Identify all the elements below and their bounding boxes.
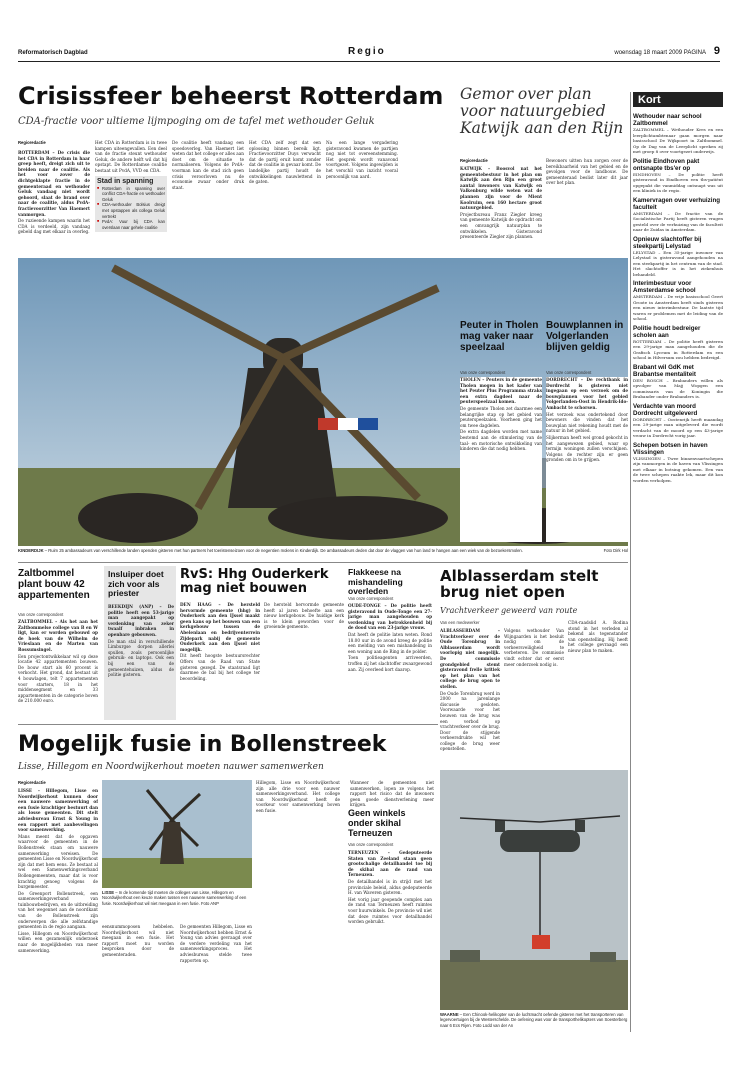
gemor-paragraph-3: Bewoners uitten hun zorgen over de bereikbaarheid van het gebied en de gevolgen voor de landbouw. De gemeenteraad beslist later dit jaar over het plan. — [546, 158, 628, 186]
bollen-paragraph-3: De Greenport Bollenstreek, een samenwerkingsverband van tuinbouwbedrijven, en de uitbreiding van het wegennet aan de noordkant van de Bollenstreek zijn onderwerpen die alle zelfstandige gemeenten in de regio aangaan. — [18, 890, 98, 930]
kort-item — [633, 325, 723, 361]
kort-item-text: ROTTERDAM – De politie heeft gisteren een 29-jarige man aangehouden die de Grafisch Lyceum in Rotterdam en een school in Hilversum zou hebben bedreigd. — [633, 338, 723, 360]
alblas-label: Van een medewerker — [440, 620, 480, 625]
alblas-headline: Alblasserdam stelt brug niet open — [440, 567, 599, 601]
bollen-column-1 — [18, 788, 98, 1028]
zalt-paragraph-2: Een projectontwikkelaar wil op deze locatie 42 appartementen bouwen. De bouw start als 60 procent is verkocht. Het grond, dat bestaat uit 4 bouwlagen, telt 7 appartementen voor starters, 18 in het middensegment en 33 appartementen in de categorie boven de 210.000 euro. — [18, 653, 98, 704]
kort-item-title: Interimbestuur voor Amsterdamse school — [633, 280, 696, 294]
kort-item — [633, 364, 723, 400]
lead-subhead: CDA-fractie voor ultieme lijmpoging om de tafel met wethouder Geluk — [18, 116, 375, 127]
alblas-paragraph-3: Volgens wethouder Van Wijngaarden is het besluit nodig om de verkeersveiligheid te verbeteren. De commissie vindt echter dat er eerst meer onderzoek nodig is. — [504, 628, 564, 667]
alblas-subhead: Vrachtverkeer geweerd van route — [440, 606, 578, 615]
infobox-title: Stad in spanning — [97, 177, 154, 185]
lead-column-4 — [249, 140, 321, 250]
kort-item-text: ZALTBOMMEL – Wethouder Kres en een leerplichtambtenaar gaan morgen naar basisschool De Wijkpoort in Zaltbommel. Op de Dag van de Leerplicht spreken zij met groep 8 over voortgezet onderwijs. — [633, 127, 723, 154]
bollen-credit: Foto ANP — [200, 900, 219, 906]
alblas-paragraph-2: De Oude Torenbrug werd in 2000 na jarenlange discussie gesloten. Voorwaarde voor het bouwen van de brug was een verbod op vrachtverkeer over de brug. Door de stijgende verkeersdrukte wil het college de brug weer openstellen. — [440, 690, 500, 752]
infobox-item: ■ Rotterdam in spanning over conflict CDA-fractie en wethouder Geluk — [97, 186, 165, 203]
peuter-paragraph-3: De extra dagdelen worden met name bestemd aan de stimulering van de taal- en motorische ontwikkeling van kinderen die dat nodig hebben. — [460, 429, 542, 452]
lead-column-1 — [18, 150, 90, 250]
rvs-column-2 — [264, 602, 344, 720]
kort-item — [633, 113, 723, 155]
bollen-caption — [102, 890, 252, 906]
kort-item-text: AMSTERDAM – De vrije basisschool Geert Groote in Amsterdam heeft sinds gisteren een nieuw interimbestuur. De laatste tijd waren er problemen met de leiding van de school. — [633, 294, 723, 321]
alblas-intro: ALBLASSERDAM – Vrachtverkeer over de Oude Torenbrug in Alblasserdam wordt voorlopig niet mogelijk. De commissie grondgebied stemt gisteravond frelle kritiek op het plan van het college de brug open te stellen. — [440, 628, 500, 689]
kort-item-title: Schepen botsen in haven Vlissingen — [633, 441, 708, 456]
kort-item-text: AMSTERDAM – De fractie van de Socialistische Partij heeft gisteren vragen gesteld over de verhuizing van de faculteit naar de Zuidas in Amsterdam. — [633, 210, 723, 232]
lead-paragraph-5: Het CDA zelf zegt dat een oplossing binnen bereik ligt. Fractievoorzitter Duys verwacht dat de partij eruit komt zonder dat de coalitie in gevaar komt. De landelijke partij houdt de ontwikkelingen nauwlettend in de gaten. — [249, 140, 321, 185]
bouw-headline: Bouwplannen in Volgerlanden blijven geldig — [546, 320, 624, 353]
ternz-paragraph-2: De detailhandel is in strijd met het provinciale beleid, aldus gedeputeerde H. van Waveren gisteren. — [348, 878, 432, 896]
gemor-intro: KATWIJK – Boosvol nat het gemeentebestuur in het plan om Katwijk aan den Rijn een groot aantal inwoners van Katwijk en Valkenburg wilde weten wat de plannen zijn voor de Mient Koolruim, een 160 hectare groot natuurgebied. — [460, 166, 542, 211]
flakkee-paragraph-2: Dat heeft de politie laten weten. Rond 18.00 uur in de avond kreeg de politie een melding van een mishandeling in een woning aan de Ring in de polder. — [348, 631, 432, 654]
peuter-body — [460, 377, 542, 542]
flakkee-intro: OUDE-TONGE – De politie heeft gisteravond in Oude-Tonge een 27-jarige man aangehouden op verdenking van betrokkenheid bij de dood van een 23-jarige vrouw. — [348, 603, 432, 631]
lead-paragraph-3: Het CDA in Rotterdam is in twee kampen uiteengevallen. Een deel van de fractie steunt wethouder Geluk, de andere helft wil dat hij opstapt. De Rotterdamse coalitie bestaat uit PvdA, VVD en CDA. — [95, 140, 167, 173]
bollen-paragraph-7: Hillegom, Lisse en Noordwijkerhout zijn alle drie voor een nauwer samenwerkingsverband. Het college van Noordwijkerhout heeft de voorkeur voor samenwerking boven een fusie. — [256, 780, 340, 813]
photo1-credit: Foto Dirk Hol — [603, 548, 628, 553]
kort-item-text: DORDRECHT – Oostenrijk heeft maandag een 29-jarige man uitgeleverd die wordt verdacht van de moord op een 43-jarige vrouw in Dordrecht vorig jaar. — [633, 416, 723, 438]
bollen-caption-text: – In de komende tijd moeten de colleges van Lisse, Hillegom en Noordwijkerhout een keuze maken tussen een nauwere samenwerking of een fusie. Noordwijkerhout wil niet meegaan in een fusie. — [102, 890, 247, 906]
zalt-headline: Zaltbommel plant bouw 42 appartementen — [18, 568, 90, 601]
photo3-caption — [440, 1012, 628, 1028]
flakkee-headline: Flakkeese na mishandeling overleden — [348, 567, 403, 596]
peuter-headline: Peuter in Tholen mag vaker naar speelzaal — [460, 320, 539, 353]
bollen-label: Regioredactie — [18, 780, 46, 785]
kort-item — [633, 442, 723, 484]
helicopter-photo — [440, 770, 628, 1010]
bouw-intro: DORDRECHT – De rechtbank in Dordrecht is gisteren niet ingegaan op een verzoek om de bouwplannen voor het gebied Volgerlanden-Oost in Hendrik-Ido-Ambacht te schorsen. — [546, 377, 628, 410]
lead-column-3 — [172, 140, 244, 250]
helicopter-illustration — [440, 770, 628, 1010]
bouw-label: Van onze correspondent — [546, 370, 592, 375]
ternz-body — [348, 850, 432, 1028]
lead-paragraph-2: De ruzieende kampen waarin het CDA is verdeeld, zijn vandaag gebeld dag met elkaar in overleg. — [18, 218, 90, 235]
bollen-column-4 — [102, 924, 174, 1028]
kort-item — [633, 158, 723, 194]
bollen-photo — [102, 780, 252, 888]
ternz-headline: Geen winkels onder skihal Terneuzen — [348, 808, 406, 838]
lead-column-2 — [95, 140, 167, 250]
alblas-paragraph-4: CDA-raadslid A. Rodina stond in het verleden al bekend als tegenstander van openstelling. Hij heeft het college gevraagd een nieuw plan te maken. — [568, 620, 628, 653]
bollen-intro: LISSE – Hillegom, Lisse en Noordwijkerhout kunnen door een nauwere samenwerking of een fusie krachtiger bestuurt dan als losse gemeenten. Dit stelt adviesbureau Ernst & Young in een rapport met aanbevelingen voor samenwerking. — [18, 788, 98, 833]
rvs-headline: RvS: Hhg Ouderkerk mag niet bouwen — [180, 567, 329, 596]
lead-paragraph-6: Na een lange vergadering gisteravond kwamen de partijen nog niet tot overeenstemming. Het gesprek wordt vanavond voortgezet. Volgens ingewijden is het verschil van inzicht vooral persoonlijk van aard. — [326, 140, 398, 179]
page-number: 9 — [713, 45, 720, 57]
infobox-item: ■ CDA-wethouder Bolsius dreigt met opstappen als collega Geluk vertrekt — [97, 202, 165, 219]
rvs-paragraph-2: Dit heeft hoogste bestuursrechter Offers van de Raad van State gisteren gezegd. De staatsraad ligt daarmee de bal bij het college ter beoordeling. — [180, 653, 260, 681]
alblas-column-2 — [504, 628, 564, 762]
lead-column-5 — [326, 140, 398, 250]
infobox-item: ■ PvdA: Vuur bij CDA kan overslaan naar gehele coalitie — [97, 219, 165, 230]
bouw-body — [546, 377, 628, 542]
bollen-column-3 — [350, 780, 434, 809]
bollen-illustration — [102, 780, 252, 888]
zalt-body — [18, 619, 98, 719]
flakkee-body — [348, 603, 432, 720]
bouw-paragraph-2: Het verzoek was ondertekend door bewoners die vinden dat het bouwplan niet rekening houdt met de natuur in het gebied. — [546, 411, 628, 434]
ternz-label: Van onze correspondent — [348, 842, 394, 847]
divider — [18, 724, 438, 725]
lead-infobox — [95, 176, 167, 233]
peuter-paragraph-2: De gemeente Tholen zet daarmee een belangrijke stap op het gebied van peuterspeelzalen. Voorheen ging het om twee dagdelen. — [460, 405, 542, 428]
bouw-paragraph-3: Slijkerman heeft wel grond gekocht in het aangewezen gebied, waar op termijn woningen zullen verschijnen. Volgens de rechter zijn er geen gronden om in te grijpen. — [546, 434, 628, 463]
lead-paragraph-4: De coalitie heeft vandaag een spoedoverleg. Van Haemert liet weten dat het college er alles aan doet om de situatie te normaliseren. Volgens de PvdA-voorman kan de stad zich geen crisis veroorloven nu de economie zwaar onder druk staat. — [172, 140, 244, 190]
bollen-paragraph-4: Lisse, Hillegom en Noordwijkerhout willen een gezamenlijk onderzoek naar de mogelijkheden van meer samenwerking. — [18, 930, 98, 953]
alblas-column-1 — [440, 628, 500, 762]
insluiper-headline: Insluiper doet zich voor als priester — [108, 569, 164, 598]
zalt-intro: ZALTBOMMEL – Als het aan het Zaltbommelse college van B en W ligt, kan er worden gebouwd op de hoek van de Wilhelm de Vrieslaan en de Marten van Rossumsingel. — [18, 619, 98, 652]
rvs-intro: DEN HAAG – De hersteld hervormde gemeente (hhg) in Ouderkerk aan den IJssel maakt geen kans op het bouwen van een kerkgebouw tussen de Abelenlaan en bedrijventerrein Zijdepark nabij de gemeente Ouderkerk aan den IJssel niet mogelijk. — [180, 602, 260, 652]
bollen-caption-lead: LISSE — [102, 890, 115, 895]
kort-title: Kort — [638, 94, 661, 106]
photo3-caption-text: – Een Chinook-helikopter van de luchtmacht oefende gisteren met het transporteren van legervoertuigen bij de Westerschelde. De oefening was voor de transporthelikopters van Soesterberg naar 6 Ecs Rijen. — [440, 1012, 628, 1028]
lead-headline: Crisissfeer beheerst Rotterdam — [18, 82, 444, 110]
kort-item-text: LELYSTAD – Een 35-jarige inwoner van Lelystad is gisteravond aangehouden na een steekpartij in het centrum van de stad. Het slachtoffer is in het ziekenhuis behandeld. — [633, 249, 723, 277]
bollen-paragraph-5: eensnummoposen hebbelen. Noordwijkerhout wil niet meegaan in een fusie. Het rapport moet nu worden besproken door de gemeenteraden. — [102, 924, 174, 957]
lead-intro: ROTTERDAM – De crisis die het CDA in Rotterdam in haar greep heeft, dreigt zich uit te breiden naar de coalitie. Als het voor zover de dichtgeklapte fractie in de gemeenteraad en wethouder Geluk vandaag niet wordt gehoord, slaat de brand over naar de coalitie, aldus PvdA-fractievoorzitter Van Haemert vanmorgen. — [18, 150, 90, 217]
divider — [18, 562, 628, 563]
kort-item-title: Wethouder naar school Zaltbommel — [633, 113, 702, 127]
kort-item-title: Kamervragen over verhuizing faculteit — [633, 196, 720, 211]
peuter-intro: THOLEN – Peuters in de gemeente Tholen mogen in het kader van het Peuter Plus Programma straks een extra dagdeel naar de peuterspeelzaal komen. — [460, 377, 542, 405]
kort-item — [633, 280, 723, 322]
flakkee-paragraph-3: Toen politieagenten arriveerden, troffen zij het slachtoffer zwaargewond aan. Zij overleed kort daarop. — [348, 655, 432, 672]
photo1-caption-text: – Ruim 25 ambassadeurs van verschillende landen openden gisteren met hun partners het toeristenseizoen voor de negentien molens in Kinderdijk. De ambassadeurs deden dat door de vlaggen van hun land te hangen aan een wiek van de bezoekersmolen. — [44, 548, 523, 553]
alblas-column-3 — [568, 620, 628, 762]
rvs-column-1 — [180, 602, 260, 720]
insluiper-paragraph-2: De man stal in verschillende Limburgse dorpen allerlei spullen, zoals persoonlijke gebruik- en laptops. Ook een bij een van de gemeentehuizen, aldus de politie gisteren. — [108, 638, 174, 678]
kort-item — [633, 197, 723, 233]
kort-item-text: VLISSINGEN – Twee binnenvaartschepen zijn vanmorgen in de haven van Vlissingen met elkaar in botsing gekomen. Een van de twee schepen raakte lek, maar dit kon worden verholpen. — [633, 455, 723, 483]
flakkee-label: Van onze correspondent — [348, 596, 394, 601]
ternz-intro: TERNEUZEN – Gedeputeerde Staten van Zeeland staan geen grootschalige detailhandel toe bij de skihal aan de rand van Terneuzen. — [348, 850, 432, 878]
kort-item — [633, 403, 723, 439]
paper-name: Reformatorisch Dagblad — [18, 50, 88, 56]
photo3-credit: Foto Lodd van der An — [473, 1022, 514, 1028]
kort-item-title: Politie Eindhoven pakt ontsnapte tbs'er op — [633, 157, 700, 172]
insluiper-body — [108, 604, 174, 716]
bollen-column-5 — [180, 924, 252, 1028]
kort-item-title: Verdachte van moord Dordrecht uitgeleverd — [633, 402, 698, 417]
photo1-caption-lead: KINDERDIJK — [18, 548, 44, 553]
ternz-paragraph-3: Het vorig jaar geopende complex aan de rand van Terneuzen heeft ruimtes voor huurwinkels. De provincie wil niet dat deze ruimtes voor detailhandel worden gebruikt. — [348, 896, 432, 925]
bollen-subhead: Lisse, Hillegom en Noordwijkerhout moeten nauwer samenwerken — [18, 762, 324, 772]
gemor-label: Regioredactie — [460, 158, 488, 163]
lead-label: Regioredactie — [18, 140, 46, 145]
zalt-label: Van onze correspondent — [18, 612, 64, 617]
gemor-headline: Gemor over plan voor natuurgebied Katwijk aan den Rijn — [460, 85, 624, 137]
masthead — [18, 46, 720, 62]
section-name: Regio — [348, 46, 386, 57]
bollen-paragraph-2: Mans meent dat de opgaven waarvoor de gemeenten in de Bollenstreek staan om nauwere samenwerking vereisen. De gemeenten Lisse en Noordwijkerhout zijn dat met hem eens. Ze bestaat al wel een Samenwerkingsverband Bollengemeenten, maar dat is voor krachtig genoeg volgens de burgemeester. — [18, 833, 98, 890]
kort-item-title: Opnieuw slachtoffer bij steekpartij Lelystad — [633, 235, 702, 250]
photo1-caption — [18, 548, 628, 553]
kort-item-title: Brabant wil GdK met Brabantse mentaliteit — [633, 363, 696, 378]
gemor-paragraph-2: Projectbureau Franz Ziegler kreeg van gemeente Katwijk de opdracht om een omvangrijk natuurplan te ontwikkelen. Gisteravond presenteerde Ziegler zijn plannen. — [460, 211, 542, 240]
rvs-paragraph-3: De hersteld hervormde gemeente heeft al jaren behoefte aan een nieuw kerkgebouw. De huidige kerk is te klein geworden voor de groeiende gemeente. — [264, 602, 344, 630]
peuter-label: Van onze correspondent — [460, 370, 506, 375]
issue-date: woensdag 18 maart 2009 PAGINA — [614, 50, 706, 56]
kort-item — [633, 236, 723, 278]
bollen-paragraph-8: Wanneer de gemeenten niet samenwerken, lopen ze volgens het rapport het risico dat de inwoners geen goede dienstverlening meer krijgen. — [350, 780, 434, 808]
photo3-caption-lead: WAARNE — [440, 1012, 459, 1017]
kort-list — [633, 110, 723, 1030]
insluiper-intro: BEEKDIJN (ANP) – De politie heeft een 53-jarige man aangepakt op verdenking van zeker twaalf inbraken in openbare gebouwen. — [108, 604, 174, 637]
infobox-list — [97, 186, 165, 231]
kort-item-text: DEN BOSCH – Brabanders willen als opvolger van Majj Wopgen een commissaris van de Koningin die Brabander onder Brabanders is. — [633, 377, 723, 399]
bollen-paragraph-6: De gemeenten Hillegom, Lisse en Noordwijkerhout hebben Ernst & Young van advies gevraagd over de verdere verdeling van het samenwerkingsproces. Het adviesbureau stelde twee rapporten op. — [180, 924, 252, 963]
bollen-column-2 — [256, 780, 340, 815]
bollen-headline: Mogelijk fusie in Bollenstreek — [18, 732, 387, 757]
kort-item-text: EINDHOVEN – De politie heeft gisteravond in Eindhoven een tbs-patiënt opgepakt die vanmiddag ontsnapt was uit een kliniek in de regio. — [633, 171, 723, 193]
kort-item-title: Politie houdt bedreiger scholen aan — [633, 324, 701, 339]
divider — [630, 92, 631, 1032]
